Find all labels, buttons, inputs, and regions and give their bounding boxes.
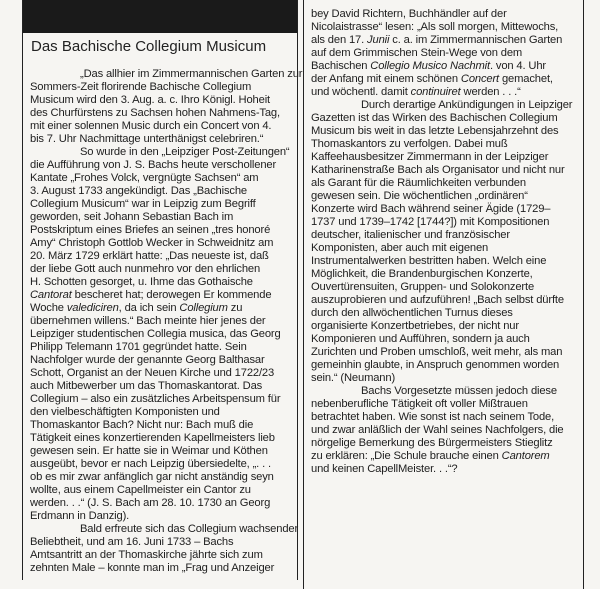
text-segment: Gazetten ist das Wirken des Bachischen Collegium <box>311 112 558 124</box>
text-line <box>311 385 572 398</box>
text-line <box>311 437 572 450</box>
text-line <box>30 276 302 289</box>
italic-text-segment: Cantorem <box>501 450 550 462</box>
text-segment: zu erklären: „Die Schule brauche einen <box>311 450 502 462</box>
text-segment: betrachtet haben. Wie sonst ist nach seinem Tode, <box>311 411 555 423</box>
text-line <box>30 120 302 133</box>
text-segment: ob es mir zwar anfänglich gar nicht anständig seyn <box>30 471 274 483</box>
text-line <box>311 203 572 216</box>
text-line <box>311 86 572 99</box>
text-line <box>30 315 302 328</box>
text-line <box>311 99 572 112</box>
text-segment: geworden, seit Johann Sebastian Bach im <box>30 211 234 223</box>
text-segment: Bachs Vorgesetzte müssen jedoch diese <box>361 385 557 397</box>
text-segment: sein.“ (Neumann) <box>311 372 396 384</box>
text-segment: bis 7. Uhr Nachmittage unterthänigst celebriren.“ <box>30 133 264 145</box>
text-segment: und wöchentl. damit <box>311 86 411 98</box>
text-line <box>311 281 572 294</box>
text-segment: deutscher, italienischer und französischer <box>311 229 510 241</box>
text-segment: Bachischen <box>311 60 371 72</box>
text-segment: Katharinenstraße Bach als Organisator und nicht nur <box>311 164 565 176</box>
text-segment: Erdmann in Danzig). <box>30 510 130 522</box>
text-segment: die Aufführung von J. S. Bachs heute verschollener <box>30 159 277 171</box>
text-segment: Tätigkeit eines konzertierenden Kapellmeisters lieb <box>30 432 275 444</box>
text-segment: gewesen sein. Er hatte sie in Weimar und Köthen <box>30 445 268 457</box>
text-line <box>30 523 302 536</box>
text-line <box>311 125 572 138</box>
text-segment: nörgelige Bemerkung des Bürgermeisters Stieglitz <box>311 437 553 449</box>
text-line <box>30 250 302 263</box>
italic-text-segment: Concert <box>460 73 500 85</box>
header-band <box>23 0 297 33</box>
text-line <box>30 211 302 224</box>
text-segment: Bald erfreute sich das Collegium wachsender <box>80 523 299 535</box>
text-segment: 3. August 1733 angekündigt. Das „Bachische <box>30 185 247 197</box>
text-line <box>311 463 572 476</box>
text-line <box>30 510 302 523</box>
text-line <box>311 47 572 60</box>
text-segment: zehnten Male – konnte man im „Frag und Anzeiger <box>30 562 275 574</box>
text-segment: Amtsantritt an der Thomaskirche jährte sich zum <box>30 549 263 561</box>
text-segment: Amy“ Christoph Gottlob Wecker in Schweidnitz am <box>30 237 274 249</box>
text-segment: Kantate „Frohes Volck, vergnügte Sachsen“ am <box>30 172 259 184</box>
text-line <box>311 60 572 73</box>
text-segment: Möglichkeit, die Brandenburgischen Konzerte, <box>311 268 533 280</box>
text-segment: Komponieren und Aufführen, sondern ja auch <box>311 333 530 345</box>
text-line <box>30 185 302 198</box>
text-line <box>30 367 302 380</box>
text-line <box>30 81 302 94</box>
text-line <box>30 289 302 302</box>
text-line <box>311 333 572 346</box>
text-line <box>30 302 302 315</box>
text-line <box>30 237 302 250</box>
text-segment: Musicum bis weit in das letzte Lebensjahrzehnt des <box>311 125 559 137</box>
text-segment: zu <box>227 302 243 314</box>
text-line <box>30 146 302 159</box>
text-line <box>311 294 572 307</box>
text-segment: auf dem Grimmischen Stein-Wege von dem <box>311 47 523 59</box>
text-segment: nebenberufliche Tätigkeit oft voller Mißtrauen <box>311 398 528 410</box>
text-line <box>30 68 302 81</box>
text-line <box>311 307 572 320</box>
text-segment: und keinen CapellMeister. . .“? <box>311 463 458 475</box>
text-line <box>30 549 302 562</box>
text-segment: Sommers-Zeit florirende Bachische Collegium <box>30 81 252 93</box>
page-title: Das Bachische Collegium Musicum <box>31 38 267 55</box>
text-line <box>30 497 302 510</box>
text-line <box>30 445 302 458</box>
left-column <box>22 0 303 580</box>
text-segment: bey David Richtern, Buchhändler auf der <box>311 8 507 20</box>
text-segment: Leipziger studentischen Collegia musica, das Georg <box>30 328 281 340</box>
text-segment: Beliebtheit, und am 16. Juni 1733 – Bachs <box>30 536 234 548</box>
text-segment: Philipp Telemann 1701 gegründet hatte. Sein <box>30 341 247 353</box>
text-line <box>311 138 572 151</box>
text-line <box>311 8 572 21</box>
text-line <box>30 263 302 276</box>
text-line <box>30 198 302 211</box>
text-line <box>30 471 302 484</box>
text-line <box>311 190 572 203</box>
text-line <box>30 133 302 146</box>
text-line <box>30 393 302 406</box>
italic-text-segment: Cantorat <box>30 289 72 301</box>
text-segment: gewesen sein. Die wöchentlichen „ordinären“ <box>311 190 528 202</box>
text-segment: der liebe Gott auch nunmehro vor den ehrlichen <box>30 263 261 275</box>
text-line <box>311 34 572 47</box>
text-segment: auszuprobieren und aufzuführen! „Bach selbst dürfte <box>311 294 564 306</box>
text-segment: ausgeübt, bevor er nach Leipzig übersiedelte, „. . . <box>30 458 271 470</box>
text-line <box>30 107 302 120</box>
text-line <box>30 94 302 107</box>
text-segment: H. Schotten gesorget, u. Ihme das Gothaische <box>30 276 253 288</box>
text-line <box>311 21 572 34</box>
text-line <box>311 73 572 86</box>
text-segment: wollte, aus einem Capellmeister ein Cantor zu <box>30 484 251 496</box>
text-line <box>311 398 572 411</box>
text-line <box>311 255 572 268</box>
text-line <box>311 164 572 177</box>
italic-text-segment: Collegio Musico Nachmit <box>370 60 490 72</box>
right-body-text <box>311 8 572 476</box>
text-segment: Collegium – also ein zusätzliches Arbeitspensum für <box>30 393 281 405</box>
text-segment: des Churfürstens zu Sachsen hohen Nahmens-Tag, <box>30 107 280 119</box>
text-segment: und zwar anläßlich der Wahl seines Nachfolgers, die <box>311 424 564 436</box>
text-segment: Thomaskantors zu verfolgen. Dabei muß <box>311 138 508 150</box>
text-line <box>30 380 302 393</box>
text-segment: Schott, Organist an der Neuen Kirche und 1722/23 <box>30 367 275 379</box>
text-segment: Nicolaistrasse“ lesen: „Als soll morgen, Mittewochs, <box>311 21 559 33</box>
text-line <box>311 268 572 281</box>
text-segment: „Das allhier im Zimmermannischen Garten zur <box>80 68 303 80</box>
text-line <box>311 177 572 190</box>
text-segment: übernehmen willens.“ Bach meinte hier jenes der <box>30 315 266 327</box>
text-segment: Zurichten und Proben umschloß, weit mehr, als man <box>311 346 563 358</box>
text-line <box>30 354 302 367</box>
text-line <box>311 229 572 242</box>
text-line <box>30 224 302 237</box>
text-line <box>311 151 572 164</box>
text-line <box>30 536 302 549</box>
text-line <box>311 372 572 385</box>
left-body-text <box>30 68 302 575</box>
text-line <box>311 411 572 424</box>
text-segment: Komponisten, aber auch mit eigenen <box>311 242 489 254</box>
text-line <box>311 320 572 333</box>
text-line <box>311 359 572 372</box>
text-segment: 20. März 1729 erklärt hatte: „Das neueste ist, daß <box>30 250 269 262</box>
text-line <box>30 406 302 419</box>
text-segment: durch den allwöchentlichen Turnus dieses <box>311 307 513 319</box>
text-line <box>30 419 302 432</box>
italic-text-segment: valediciren <box>66 302 119 314</box>
text-segment: als den 17. <box>311 34 368 46</box>
text-line <box>311 450 572 463</box>
text-segment: gemachet, <box>499 73 553 85</box>
text-line <box>311 112 572 125</box>
italic-text-segment: continuiret <box>410 86 461 98</box>
text-line <box>311 424 572 437</box>
text-segment: , da ich sein <box>118 302 180 314</box>
text-segment: werden . . .“ <box>460 86 521 98</box>
text-segment: Postskriptum eines Briefes an seinen „tres honoré <box>30 224 271 236</box>
text-segment: gemeinhin glaubte, in Anspruch genommen worden <box>311 359 560 371</box>
text-segment: Ouvertürensuiten, Gruppen- und Solokonzerte <box>311 281 535 293</box>
text-segment: organisierte Konzertbetriebes, der nicht nur <box>311 320 519 332</box>
text-segment: der Anfang mit einem schönen <box>311 73 461 85</box>
text-line <box>30 484 302 497</box>
text-segment: als Garant für die Räumlichkeiten verbunden <box>311 177 526 189</box>
text-line <box>311 346 572 359</box>
text-segment: Konzerte wird Bach während seiner Ägide (1729– <box>311 203 551 215</box>
text-segment: Instrumentalwerken bestritten haben. Welch eine <box>311 255 547 267</box>
text-segment: werden. . .“ (J. S. Bach am 28. 10. 1730 an Georg <box>30 497 271 509</box>
text-line <box>311 216 572 229</box>
text-segment: c. a. im Zimmermannischen Garten <box>389 34 563 46</box>
text-segment: 1737 und 1739–1742 [1744?]) mit Kompositionen <box>311 216 550 228</box>
text-segment: Musicum wird den 3. Aug. a. c. Ihro Königl. Hoheit <box>30 94 270 106</box>
text-segment: Durch derartige Ankündigungen in Leipziger <box>361 99 573 111</box>
right-column <box>303 0 584 589</box>
text-segment: Collegium Musicum“ war in Leipzig zum Begriff <box>30 198 256 210</box>
text-line <box>311 242 572 255</box>
text-segment: den vielbeschäftigten Komponisten und <box>30 406 220 418</box>
text-segment: . von 4. Uhr <box>489 60 546 72</box>
text-line <box>30 562 302 575</box>
text-segment: So wurde in den „Leipziger Post-Zeitungen“ <box>80 146 290 158</box>
text-segment: auch Mitbewerber um das Thomaskantorat. Das <box>30 380 263 392</box>
text-segment: mit einer solennen Music durch ein Concert von 4. <box>30 120 272 132</box>
text-line <box>30 172 302 185</box>
italic-text-segment: Junii <box>367 34 390 46</box>
text-segment: Nachfolger wurde der genannte Georg Balthasar <box>30 354 265 366</box>
text-segment: bescheret hat; derowegen Er kommende <box>71 289 272 301</box>
text-line <box>30 159 302 172</box>
text-segment: Woche <box>30 302 67 314</box>
text-segment: Kaffeehausbesitzer Zimmermann in der Leipziger <box>311 151 549 163</box>
text-line <box>30 328 302 341</box>
text-line <box>30 458 302 471</box>
italic-text-segment: Collegium <box>179 302 228 314</box>
text-line <box>30 341 302 354</box>
text-line <box>30 432 302 445</box>
text-segment: Thomaskantor Bach? Nicht nur: Bach muß die <box>30 419 254 431</box>
